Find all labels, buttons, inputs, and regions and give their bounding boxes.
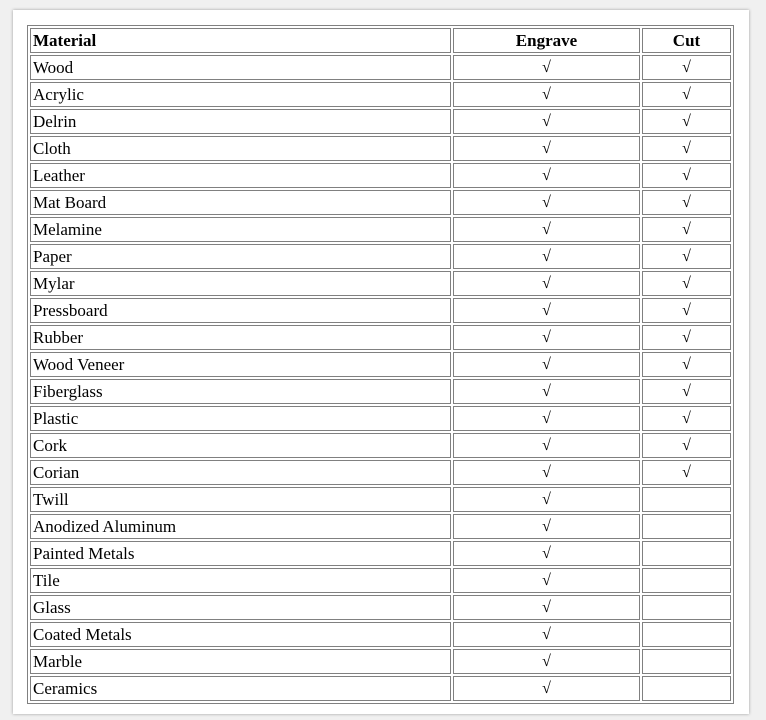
material-cell: Tile [30, 568, 451, 593]
engrave-check-cell: √ [453, 568, 640, 593]
material-cell: Leather [30, 163, 451, 188]
document-page [13, 10, 749, 714]
table-row [30, 622, 731, 647]
engrave-check-cell: √ [453, 190, 640, 215]
engrave-check-cell: √ [453, 82, 640, 107]
engrave-check-cell: √ [453, 136, 640, 161]
material-cell: Cloth [30, 136, 451, 161]
material-cell: Rubber [30, 325, 451, 350]
table-row [30, 460, 731, 485]
material-cell: Wood [30, 55, 451, 80]
cut-check-cell: √ [642, 298, 731, 323]
table-row [30, 325, 731, 350]
table-row [30, 298, 731, 323]
table-row [30, 271, 731, 296]
cut-check-cell: √ [642, 55, 731, 80]
material-cell: Melamine [30, 217, 451, 242]
materials-table [27, 25, 734, 704]
engrave-check-cell: √ [453, 352, 640, 377]
table-row [30, 649, 731, 674]
cut-check-cell [642, 595, 731, 620]
material-cell: Mat Board [30, 190, 451, 215]
cut-check-cell: √ [642, 109, 731, 134]
table-row [30, 163, 731, 188]
header-engrave: Engrave [453, 28, 640, 53]
cut-check-cell [642, 541, 731, 566]
cut-check-cell [642, 676, 731, 701]
engrave-check-cell: √ [453, 271, 640, 296]
engrave-check-cell: √ [453, 487, 640, 512]
table-row [30, 352, 731, 377]
engrave-check-cell: √ [453, 460, 640, 485]
cut-check-cell: √ [642, 217, 731, 242]
engrave-check-cell: √ [453, 541, 640, 566]
cut-check-cell [642, 514, 731, 539]
engrave-check-cell: √ [453, 622, 640, 647]
cut-check-cell: √ [642, 244, 731, 269]
engrave-check-cell: √ [453, 595, 640, 620]
material-cell: Anodized Aluminum [30, 514, 451, 539]
table-row [30, 82, 731, 107]
material-cell: Glass [30, 595, 451, 620]
engrave-check-cell: √ [453, 109, 640, 134]
engrave-check-cell: √ [453, 379, 640, 404]
material-cell: Pressboard [30, 298, 451, 323]
table-row [30, 406, 731, 431]
table-row [30, 379, 731, 404]
table-row [30, 676, 731, 701]
engrave-check-cell: √ [453, 217, 640, 242]
material-cell: Marble [30, 649, 451, 674]
cut-check-cell: √ [642, 460, 731, 485]
cut-check-cell: √ [642, 82, 731, 107]
cut-check-cell: √ [642, 136, 731, 161]
header-material: Material [30, 28, 451, 53]
engrave-check-cell: √ [453, 433, 640, 458]
material-cell: Plastic [30, 406, 451, 431]
engrave-check-cell: √ [453, 325, 640, 350]
table-row [30, 595, 731, 620]
material-cell: Delrin [30, 109, 451, 134]
table-row [30, 541, 731, 566]
material-cell: Fiberglass [30, 379, 451, 404]
cut-check-cell: √ [642, 433, 731, 458]
engrave-check-cell: √ [453, 676, 640, 701]
engrave-check-cell: √ [453, 55, 640, 80]
table-row [30, 568, 731, 593]
table-row [30, 244, 731, 269]
header-cut: Cut [642, 28, 731, 53]
table-row [30, 487, 731, 512]
material-cell: Corian [30, 460, 451, 485]
table-row [30, 190, 731, 215]
engrave-check-cell: √ [453, 514, 640, 539]
cut-check-cell: √ [642, 271, 731, 296]
material-cell: Coated Metals [30, 622, 451, 647]
cut-check-cell: √ [642, 406, 731, 431]
cut-check-cell: √ [642, 352, 731, 377]
engrave-check-cell: √ [453, 163, 640, 188]
material-cell: Twill [30, 487, 451, 512]
cut-check-cell [642, 568, 731, 593]
material-cell: Cork [30, 433, 451, 458]
engrave-check-cell: √ [453, 406, 640, 431]
material-cell: Painted Metals [30, 541, 451, 566]
engrave-check-cell: √ [453, 244, 640, 269]
cut-check-cell: √ [642, 190, 731, 215]
table-row [30, 217, 731, 242]
engrave-check-cell: √ [453, 298, 640, 323]
table-row [30, 433, 731, 458]
cut-check-cell [642, 649, 731, 674]
cut-check-cell [642, 487, 731, 512]
table-row [30, 55, 731, 80]
engrave-check-cell: √ [453, 649, 640, 674]
material-cell: Ceramics [30, 676, 451, 701]
material-cell: Paper [30, 244, 451, 269]
table-row [30, 109, 731, 134]
table-row [30, 514, 731, 539]
header-row [30, 28, 731, 53]
cut-check-cell: √ [642, 379, 731, 404]
material-cell: Mylar [30, 271, 451, 296]
material-cell: Acrylic [30, 82, 451, 107]
table-row [30, 136, 731, 161]
cut-check-cell [642, 622, 731, 647]
cut-check-cell: √ [642, 163, 731, 188]
material-cell: Wood Veneer [30, 352, 451, 377]
cut-check-cell: √ [642, 325, 731, 350]
